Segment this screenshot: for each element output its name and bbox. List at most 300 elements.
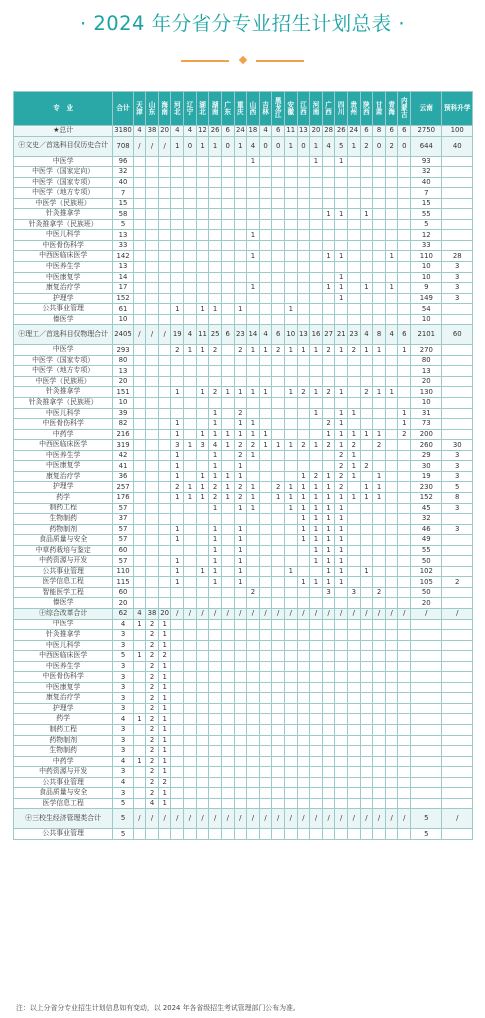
table-cell <box>221 366 234 377</box>
table-cell <box>234 630 247 641</box>
table-row <box>14 450 473 461</box>
table-cell <box>360 167 373 178</box>
table-cell: 16 <box>310 325 323 345</box>
enrollment-plan-table <box>13 91 473 840</box>
table-cell <box>297 767 310 778</box>
table-cell: 2 <box>146 640 159 651</box>
major-name: 食品质量与安全 <box>14 535 113 546</box>
table-cell <box>221 345 234 356</box>
table-cell: 2 <box>209 345 222 356</box>
table-cell <box>158 545 171 556</box>
table-cell: 1 <box>221 482 234 493</box>
table-cell: 1 <box>196 471 209 482</box>
table-cell <box>310 566 323 577</box>
table-row <box>14 640 473 651</box>
table-cell <box>133 514 146 525</box>
table-cell <box>360 188 373 199</box>
table-cell <box>284 240 297 251</box>
table-cell <box>335 651 348 662</box>
table-cell <box>360 651 373 662</box>
table-cell <box>259 398 272 409</box>
table-cell <box>184 408 197 419</box>
table-cell <box>221 682 234 693</box>
table-cell: 1 <box>284 345 297 356</box>
table-cell <box>171 682 184 693</box>
table-cell <box>234 619 247 630</box>
table-cell <box>221 376 234 387</box>
table-cell: / <box>272 608 285 619</box>
table-cell: 1 <box>360 566 373 577</box>
table-cell <box>196 355 209 366</box>
major-name: 针灸推拿学 <box>14 209 113 220</box>
header-col: 重庆 <box>234 92 247 126</box>
table-cell <box>322 746 335 757</box>
table-cell <box>133 167 146 178</box>
table-cell <box>442 314 473 325</box>
table-row <box>14 587 473 598</box>
table-cell <box>184 461 197 472</box>
table-cell <box>398 598 411 609</box>
table-cell <box>146 283 159 294</box>
table-cell: 1 <box>335 535 348 546</box>
table-cell <box>171 746 184 757</box>
major-name: 中医学（地方专项） <box>14 188 113 199</box>
table-cell <box>385 566 398 577</box>
table-cell <box>310 355 323 366</box>
table-cell: 3180 <box>114 126 132 135</box>
table-cell <box>146 188 159 199</box>
table-cell <box>247 535 260 546</box>
table-cell: 1 <box>335 387 348 398</box>
table-cell <box>297 672 310 683</box>
table-cell: 1 <box>158 619 171 630</box>
table-cell <box>146 167 159 178</box>
table-cell <box>411 756 442 767</box>
table-cell <box>373 198 386 209</box>
table-cell: / <box>373 608 386 619</box>
table-row <box>14 304 473 315</box>
table-cell: 2 <box>373 587 386 598</box>
table-cell: 1 <box>360 482 373 493</box>
table-cell <box>171 251 184 262</box>
major-name: 中医养生学 <box>14 661 113 672</box>
table-cell <box>284 724 297 735</box>
table-cell: 61 <box>113 304 133 315</box>
table-cell: 110 <box>411 251 442 262</box>
table-cell <box>322 408 335 419</box>
table-cell: 1 <box>284 387 297 398</box>
table-cell <box>348 767 361 778</box>
table-cell: 6 <box>398 325 411 345</box>
table-cell <box>133 209 146 220</box>
major-name: 中草药栽培与鉴定 <box>14 545 113 556</box>
table-cell: 6 <box>360 126 373 137</box>
table-cell <box>234 167 247 178</box>
table-cell <box>360 535 373 546</box>
table-cell <box>297 450 310 461</box>
table-cell <box>158 188 171 199</box>
table-cell: 1 <box>322 545 335 556</box>
table-cell: 1 <box>335 408 348 419</box>
table-cell <box>221 251 234 262</box>
table-cell: 24 <box>235 126 245 135</box>
table-cell <box>209 219 222 230</box>
table-cell <box>184 798 197 809</box>
major-name: 公共事业管理 <box>14 566 113 577</box>
table-cell <box>234 746 247 757</box>
table-cell <box>247 167 260 178</box>
table-cell <box>272 661 285 672</box>
table-cell: 2 <box>146 693 159 704</box>
header-col: 山东 <box>146 92 159 126</box>
table-cell <box>146 293 159 304</box>
table-cell <box>322 366 335 377</box>
table-cell: 1 <box>284 304 297 315</box>
table-cell: 1 <box>209 304 222 315</box>
table-cell <box>373 545 386 556</box>
table-cell: 55 <box>411 209 442 220</box>
table-cell <box>259 703 272 714</box>
table-cell <box>209 398 222 409</box>
table-cell <box>284 630 297 641</box>
table-cell <box>133 777 146 788</box>
table-cell <box>196 619 209 630</box>
table-cell <box>297 198 310 209</box>
table-cell <box>184 387 197 398</box>
table-cell: 4 <box>113 777 133 788</box>
table-cell <box>133 366 146 377</box>
table-cell <box>146 240 159 251</box>
table-cell <box>322 619 335 630</box>
table-cell <box>284 514 297 525</box>
major-name: 中医儿科学 <box>14 230 113 241</box>
table-cell <box>335 619 348 630</box>
table-cell: 1 <box>171 492 184 503</box>
table-cell: 2 <box>322 345 335 356</box>
table-cell <box>234 283 247 294</box>
table-cell <box>297 682 310 693</box>
table-cell: 1 <box>209 535 222 546</box>
table-row <box>14 524 473 535</box>
table-cell: 1 <box>348 461 361 472</box>
table-cell <box>247 630 260 641</box>
table-cell <box>310 587 323 598</box>
table-row <box>14 440 473 451</box>
table-cell <box>133 293 146 304</box>
table-cell: 1 <box>310 535 323 546</box>
table-cell: 4 <box>113 756 133 767</box>
table-cell <box>133 283 146 294</box>
table-cell <box>310 682 323 693</box>
table-cell: 1 <box>272 440 285 451</box>
table-cell: 6 <box>272 126 285 137</box>
table-cell <box>310 672 323 683</box>
table-cell <box>272 587 285 598</box>
table-cell: 19 <box>411 471 442 482</box>
header-col: 青海 <box>385 92 398 126</box>
table-cell: 4 <box>259 325 272 345</box>
table-row <box>14 177 473 188</box>
table-cell: 1 <box>335 209 348 220</box>
table-cell <box>158 566 171 577</box>
table-cell: 1 <box>209 471 222 482</box>
table-cell <box>272 503 285 514</box>
table-cell: 38 <box>147 126 157 135</box>
table-cell <box>171 355 184 366</box>
header-col: 湖北 <box>196 92 209 126</box>
table-cell <box>398 355 411 366</box>
table-cell <box>272 156 285 167</box>
table-cell <box>335 640 348 651</box>
table-cell <box>335 262 348 273</box>
table-cell <box>272 240 285 251</box>
table-cell: 1 <box>284 492 297 503</box>
table-cell <box>335 198 348 209</box>
table-cell <box>284 167 297 178</box>
table-cell <box>171 735 184 746</box>
table-cell <box>234 735 247 746</box>
table-cell <box>184 598 197 609</box>
table-cell: 1 <box>297 492 310 503</box>
table-cell: 1 <box>171 471 184 482</box>
table-cell <box>171 262 184 273</box>
table-cell: 1 <box>310 545 323 556</box>
table-cell: 142 <box>113 251 133 262</box>
major-name: 中医康复学 <box>14 461 113 472</box>
table-cell: 1 <box>247 429 260 440</box>
table-cell: 152 <box>411 492 442 503</box>
header-col: 湖南 <box>209 92 222 126</box>
table-cell <box>247 556 260 567</box>
table-cell <box>360 693 373 704</box>
table-cell: 1 <box>373 345 386 356</box>
table-cell <box>411 619 442 630</box>
table-cell: 1 <box>196 387 209 398</box>
table-cell <box>360 304 373 315</box>
table-cell <box>221 598 234 609</box>
table-cell <box>196 714 209 725</box>
table-cell: 1 <box>171 429 184 440</box>
table-cell <box>398 640 411 651</box>
table-cell <box>234 767 247 778</box>
table-cell <box>209 767 222 778</box>
major-name: 制药工程 <box>14 724 113 735</box>
table-cell <box>385 735 398 746</box>
table-cell <box>133 545 146 556</box>
table-cell: 3 <box>113 630 133 641</box>
table-cell <box>221 304 234 315</box>
table-cell <box>272 355 285 366</box>
table-cell: 1 <box>335 419 348 430</box>
table-cell <box>196 788 209 799</box>
table-cell <box>398 293 411 304</box>
table-cell <box>184 630 197 641</box>
table-cell <box>442 829 473 840</box>
table-cell <box>442 345 473 356</box>
table-cell <box>146 429 159 440</box>
major-name: 中医学（国家专项） <box>14 177 113 188</box>
table-cell <box>310 429 323 440</box>
table-cell <box>385 524 398 535</box>
table-cell <box>133 240 146 251</box>
table-cell <box>360 262 373 273</box>
table-cell <box>398 387 411 398</box>
table-cell <box>335 672 348 683</box>
table-cell <box>146 461 159 472</box>
table-cell <box>272 619 285 630</box>
table-cell: 2 <box>146 714 159 725</box>
table-row <box>14 566 473 577</box>
table-cell <box>373 293 386 304</box>
table-cell: 12 <box>198 126 207 135</box>
table-cell <box>297 188 310 199</box>
table-cell: 2 <box>247 440 260 451</box>
table-cell <box>284 366 297 377</box>
table-cell <box>398 272 411 283</box>
table-cell: 3 <box>113 693 133 704</box>
table-cell <box>247 651 260 662</box>
table-cell: 6 <box>272 325 285 345</box>
table-cell <box>348 376 361 387</box>
table-cell <box>146 524 159 535</box>
table-cell <box>284 535 297 546</box>
table-cell <box>234 240 247 251</box>
table-cell <box>335 661 348 672</box>
table-cell: 1 <box>234 556 247 567</box>
table-cell <box>385 429 398 440</box>
table-cell: 2 <box>335 450 348 461</box>
table-cell: 1 <box>209 429 222 440</box>
table-cell: 708 <box>113 136 133 156</box>
table-cell: 1 <box>335 429 348 440</box>
table-cell <box>373 714 386 725</box>
table-cell <box>297 556 310 567</box>
table-cell <box>259 535 272 546</box>
table-cell: / <box>146 325 159 345</box>
table-cell <box>171 188 184 199</box>
table-cell <box>335 167 348 178</box>
table-cell <box>310 188 323 199</box>
table-cell <box>284 777 297 788</box>
table-cell <box>284 419 297 430</box>
table-cell: 2 <box>209 492 222 503</box>
table-cell <box>209 735 222 746</box>
table-cell: 4 <box>146 798 159 809</box>
table-cell: 1 <box>310 524 323 535</box>
table-cell: 1 <box>284 136 297 156</box>
table-cell <box>184 314 197 325</box>
table-cell: 270 <box>411 345 442 356</box>
table-cell <box>310 640 323 651</box>
header-major: 专 业 <box>14 92 113 126</box>
table-cell <box>348 682 361 693</box>
table-cell <box>133 188 146 199</box>
table-cell <box>146 482 159 493</box>
table-cell: 1 <box>158 640 171 651</box>
table-cell <box>310 630 323 641</box>
table-cell <box>259 767 272 778</box>
table-cell: 10 <box>411 314 442 325</box>
table-cell <box>310 651 323 662</box>
table-cell: / <box>133 325 146 345</box>
table-row <box>14 630 473 641</box>
major-name: 护理学 <box>14 703 113 714</box>
table-cell: 1 <box>221 387 234 398</box>
table-cell <box>259 524 272 535</box>
header-col: 贵州 <box>348 92 361 126</box>
table-cell <box>442 398 473 409</box>
table-cell <box>171 545 184 556</box>
table-cell <box>184 788 197 799</box>
table-cell: 2 <box>146 767 159 778</box>
table-cell <box>442 198 473 209</box>
table-cell: 1 <box>158 714 171 725</box>
table-cell: / <box>335 608 348 619</box>
table-cell <box>234 314 247 325</box>
table-cell: / <box>171 809 184 829</box>
table-cell: 54 <box>411 304 442 315</box>
table-cell: 3 <box>113 640 133 651</box>
table-cell: 1 <box>322 514 335 525</box>
table-cell <box>133 230 146 241</box>
table-cell <box>184 693 197 704</box>
table-cell <box>272 756 285 767</box>
table-cell: 3 <box>442 272 473 283</box>
table-cell <box>335 756 348 767</box>
table-cell <box>360 366 373 377</box>
table-cell <box>221 545 234 556</box>
table-cell <box>196 283 209 294</box>
table-cell <box>196 167 209 178</box>
table-cell <box>385 693 398 704</box>
table-cell <box>442 408 473 419</box>
table-cell <box>335 693 348 704</box>
table-cell <box>133 630 146 641</box>
table-cell <box>442 376 473 387</box>
table-cell <box>133 682 146 693</box>
table-cell: 2 <box>146 777 159 788</box>
table-cell <box>259 366 272 377</box>
table-cell <box>272 376 285 387</box>
table-cell <box>146 230 159 241</box>
table-cell: 1 <box>234 503 247 514</box>
table-cell: 13 <box>113 230 133 241</box>
table-cell <box>158 230 171 241</box>
table-cell: 2 <box>146 661 159 672</box>
table-cell <box>398 283 411 294</box>
table-cell: 1 <box>322 251 335 262</box>
table-cell <box>398 376 411 387</box>
major-name: 中西医临床医学 <box>14 651 113 662</box>
table-cell <box>322 219 335 230</box>
table-cell <box>348 777 361 788</box>
major-name: 中药资源与开发 <box>14 767 113 778</box>
table-cell <box>133 661 146 672</box>
table-cell <box>158 219 171 230</box>
table-cell <box>398 756 411 767</box>
table-cell <box>398 230 411 241</box>
table-cell <box>133 535 146 546</box>
table-cell <box>310 283 323 294</box>
table-row <box>14 788 473 799</box>
table-cell: 1 <box>209 556 222 567</box>
table-cell <box>184 767 197 778</box>
table-cell <box>398 566 411 577</box>
table-cell <box>158 503 171 514</box>
table-cell: 1 <box>158 798 171 809</box>
table-cell <box>259 419 272 430</box>
table-cell: 3 <box>442 503 473 514</box>
